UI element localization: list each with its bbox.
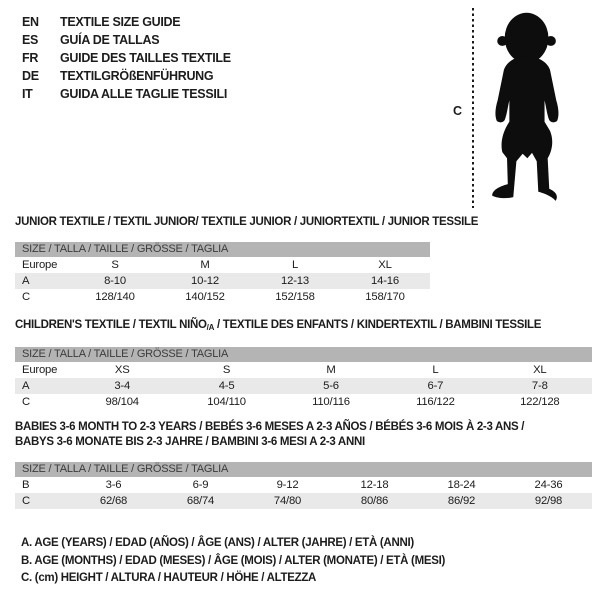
table-cell: 24-36 bbox=[534, 479, 563, 491]
table-cell: 5-6 bbox=[323, 380, 339, 392]
table-cell: 74/80 bbox=[273, 495, 302, 507]
lang-row-en bbox=[22, 13, 231, 31]
table-cell: 6-7 bbox=[427, 380, 444, 392]
table-row-months bbox=[15, 477, 592, 493]
size-table-children bbox=[15, 347, 592, 410]
table-row-age bbox=[15, 378, 592, 394]
table-cell: 7-8 bbox=[531, 380, 548, 392]
table-cell: B bbox=[22, 479, 30, 491]
table-cell: 152/158 bbox=[275, 291, 315, 303]
language-list bbox=[22, 13, 231, 103]
table-cell: Europe bbox=[22, 259, 58, 271]
title-subscript: /A bbox=[206, 323, 215, 332]
table-cell: 62/68 bbox=[99, 495, 128, 507]
title-line-2: BABYS 3-6 MONATE BIS 2-3 JAHRE / BAMBINI 3-6 MESI A 2-3 ANNI bbox=[15, 436, 365, 448]
lang-row-fr bbox=[22, 49, 231, 67]
lang-code: EN bbox=[22, 15, 39, 29]
table-cell: 128/140 bbox=[95, 291, 135, 303]
table-title-children bbox=[15, 318, 541, 335]
table-cell: A bbox=[22, 275, 30, 287]
table-row-height bbox=[15, 493, 592, 509]
table-cell: 110/116 bbox=[312, 396, 350, 408]
height-label-c: C bbox=[453, 104, 463, 118]
table-cell: 158/170 bbox=[365, 291, 405, 303]
title-part: / TEXTILE DES ENFANTS / KINDERTEXTIL / BAMBINI TESSILE bbox=[214, 319, 542, 331]
table-row-height bbox=[15, 289, 430, 305]
table-cell: 4-5 bbox=[218, 380, 235, 392]
size-header-bar: SIZE / TALLA / TAILLE / GRÖSSE / TAGLIA bbox=[15, 347, 592, 362]
lang-row-it bbox=[22, 85, 231, 103]
table-cell: 3-4 bbox=[114, 380, 131, 392]
table-cell: 86/92 bbox=[447, 495, 476, 507]
table-cell: XL bbox=[378, 259, 392, 271]
size-header-bar: SIZE / TALLA / TAILLE / GRÖSSE / TAGLIA bbox=[15, 462, 592, 477]
table-cell: M bbox=[326, 364, 336, 376]
height-dashed-line bbox=[472, 8, 474, 208]
table-cell: 140/152 bbox=[185, 291, 225, 303]
size-table-junior bbox=[15, 242, 430, 305]
title-line-1: BABIES 3-6 MONTH TO 2-3 YEARS / BEBÉS 3-6 MESES A 2-3 AÑOS / BÉBÉS 3-6 MOIS À 2-3 ANS / bbox=[15, 421, 525, 433]
table-row-europe bbox=[15, 362, 592, 378]
lang-title: GUIDE DES TAILLES TEXTILE bbox=[60, 51, 231, 65]
table-title-babies bbox=[15, 420, 524, 450]
lang-code: FR bbox=[22, 51, 39, 65]
table-cell: S bbox=[111, 259, 119, 271]
footnote-line-b: B. AGE (MONTHS) / EDAD (MESES) / ÂGE (MOIS) / ALTER (MONATE) / ETÀ (MESI) bbox=[21, 554, 446, 567]
table-cell: XS bbox=[114, 364, 130, 376]
table-cell: 8-10 bbox=[104, 275, 126, 287]
table-cell: C bbox=[22, 396, 30, 408]
lang-title: GUIDA ALLE TAGLIE TESSILI bbox=[60, 87, 228, 101]
table-cell: 3-6 bbox=[105, 479, 122, 491]
table-cell: 122/128 bbox=[520, 396, 560, 408]
table-cell: 80/86 bbox=[360, 495, 389, 507]
table-cell: L bbox=[291, 259, 299, 271]
lang-row-de bbox=[22, 67, 231, 85]
table-cell: 18-24 bbox=[447, 479, 476, 491]
height-figure bbox=[440, 4, 600, 210]
table-cell: 116/122 bbox=[416, 396, 455, 408]
lang-code: IT bbox=[22, 87, 33, 101]
table-row-age bbox=[15, 273, 430, 289]
lang-title: GUÍA DE TALLAS bbox=[60, 33, 160, 47]
lang-title: TEXTILE SIZE GUIDE bbox=[60, 15, 181, 29]
table-cell: A bbox=[22, 380, 30, 392]
table-cell: 10-12 bbox=[191, 275, 219, 287]
table-cell: 6-9 bbox=[192, 479, 209, 491]
table-cell: 68/74 bbox=[186, 495, 215, 507]
table-cell: 12-18 bbox=[360, 479, 389, 491]
lang-title: TEXTILGRÖßENFÜHRUNG bbox=[60, 69, 214, 83]
footnote-line-a: A. AGE (YEARS) / EDAD (AÑOS) / ÂGE (ANS) / ALTER (JAHRE) / ETÀ (ANNI) bbox=[21, 537, 414, 549]
lang-code: ES bbox=[22, 33, 39, 47]
table-cell: Europe bbox=[22, 364, 58, 376]
table-cell: 104/110 bbox=[207, 396, 246, 408]
table-cell: S bbox=[222, 364, 231, 376]
table-row-europe bbox=[15, 257, 430, 273]
footnote-line-c: C. (cm) HEIGHT / ALTURA / HAUTEUR / HÖHE / ALTEZZA bbox=[21, 572, 317, 584]
table-cell: C bbox=[22, 291, 30, 303]
table-cell: 12-13 bbox=[281, 275, 309, 287]
size-header-bar: SIZE / TALLA / TAILLE / GRÖSSE / TAGLIA bbox=[15, 242, 430, 257]
table-cell: 9-12 bbox=[276, 479, 299, 491]
table-title-junior: JUNIOR TEXTILE / TEXTIL JUNIOR/ TEXTILE JUNIOR / JUNIORTEXTIL / JUNIOR TESSILE bbox=[15, 216, 479, 228]
baby-silhouette-icon bbox=[482, 9, 568, 207]
table-cell: 98/104 bbox=[105, 396, 139, 408]
table-cell: C bbox=[22, 495, 30, 507]
lang-row-es bbox=[22, 31, 231, 49]
lang-code: DE bbox=[22, 69, 39, 83]
footnotes bbox=[21, 535, 445, 588]
size-table-babies bbox=[15, 462, 592, 509]
table-row-height bbox=[15, 394, 592, 410]
table-cell: M bbox=[200, 259, 210, 271]
title-part: CHILDREN'S TEXTILE / TEXTIL NIÑO bbox=[15, 319, 207, 331]
table-cell: XL bbox=[533, 364, 547, 376]
table-cell: 14-16 bbox=[371, 275, 399, 287]
table-cell: L bbox=[432, 364, 439, 376]
table-cell: 92/98 bbox=[534, 495, 563, 507]
